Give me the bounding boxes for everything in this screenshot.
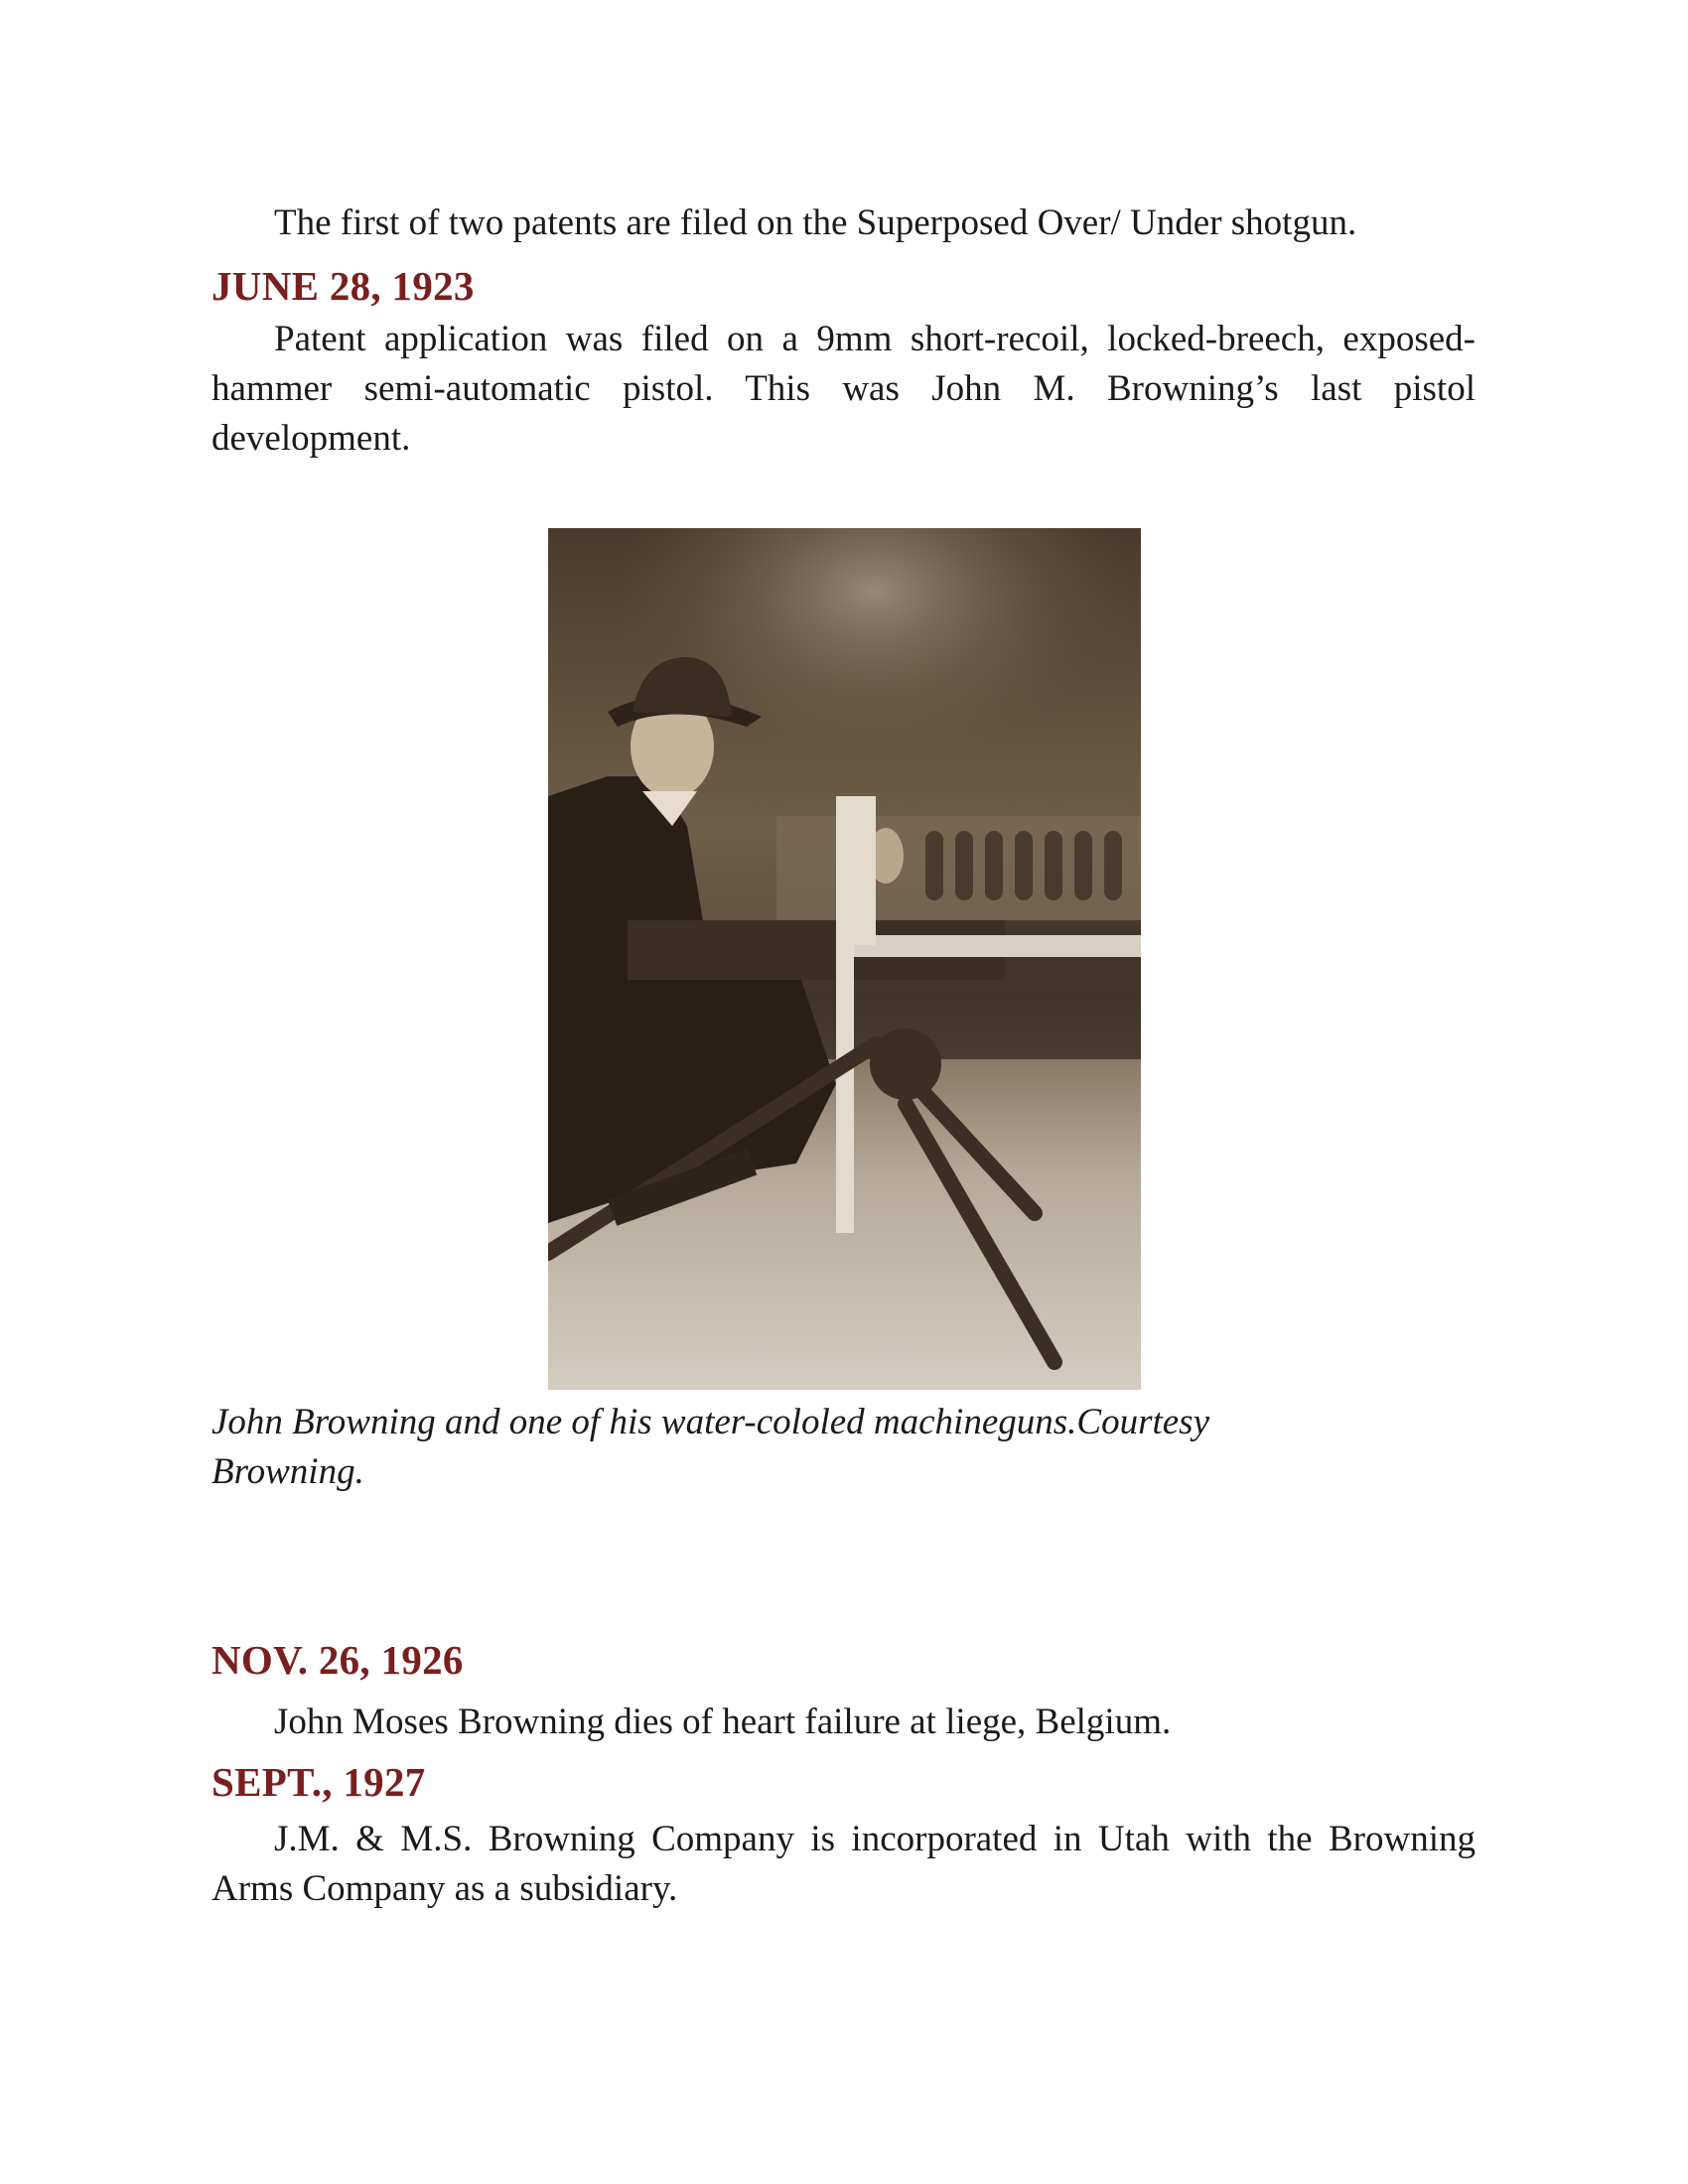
entry-date-1926: NOV. 26, 1926 bbox=[211, 1637, 464, 1683]
entry-date-1923: JUNE 28, 1923 bbox=[211, 263, 475, 309]
entry-date-1927: SEPT., 1927 bbox=[211, 1759, 426, 1805]
entry-text-1927: J.M. & M.S. Browning Company is incorporated in Utah with the Browning Arms Company as a subsidiary. bbox=[211, 1819, 1476, 1909]
document-page bbox=[211, 199, 1476, 1914]
entry-text-1926: John Moses Browning dies of heart failure at liege, Belgium. bbox=[274, 1702, 1172, 1742]
photo-john-browning bbox=[548, 528, 1141, 1390]
photo-image bbox=[548, 528, 1141, 1390]
entry-text-1923: Patent application was filed on a 9mm short-recoil, locked-breech, exposed-hammer semi-automatic pistol. This was John M. Browning’s last pistol development. bbox=[211, 319, 1476, 459]
photo-caption: John Browning and one of his water-cololed machineguns.Courtesy Browning. bbox=[211, 1402, 1209, 1492]
intro-paragraph: The first of two patents are filed on the Superposed Over/ Under shotgun. bbox=[274, 203, 1357, 243]
